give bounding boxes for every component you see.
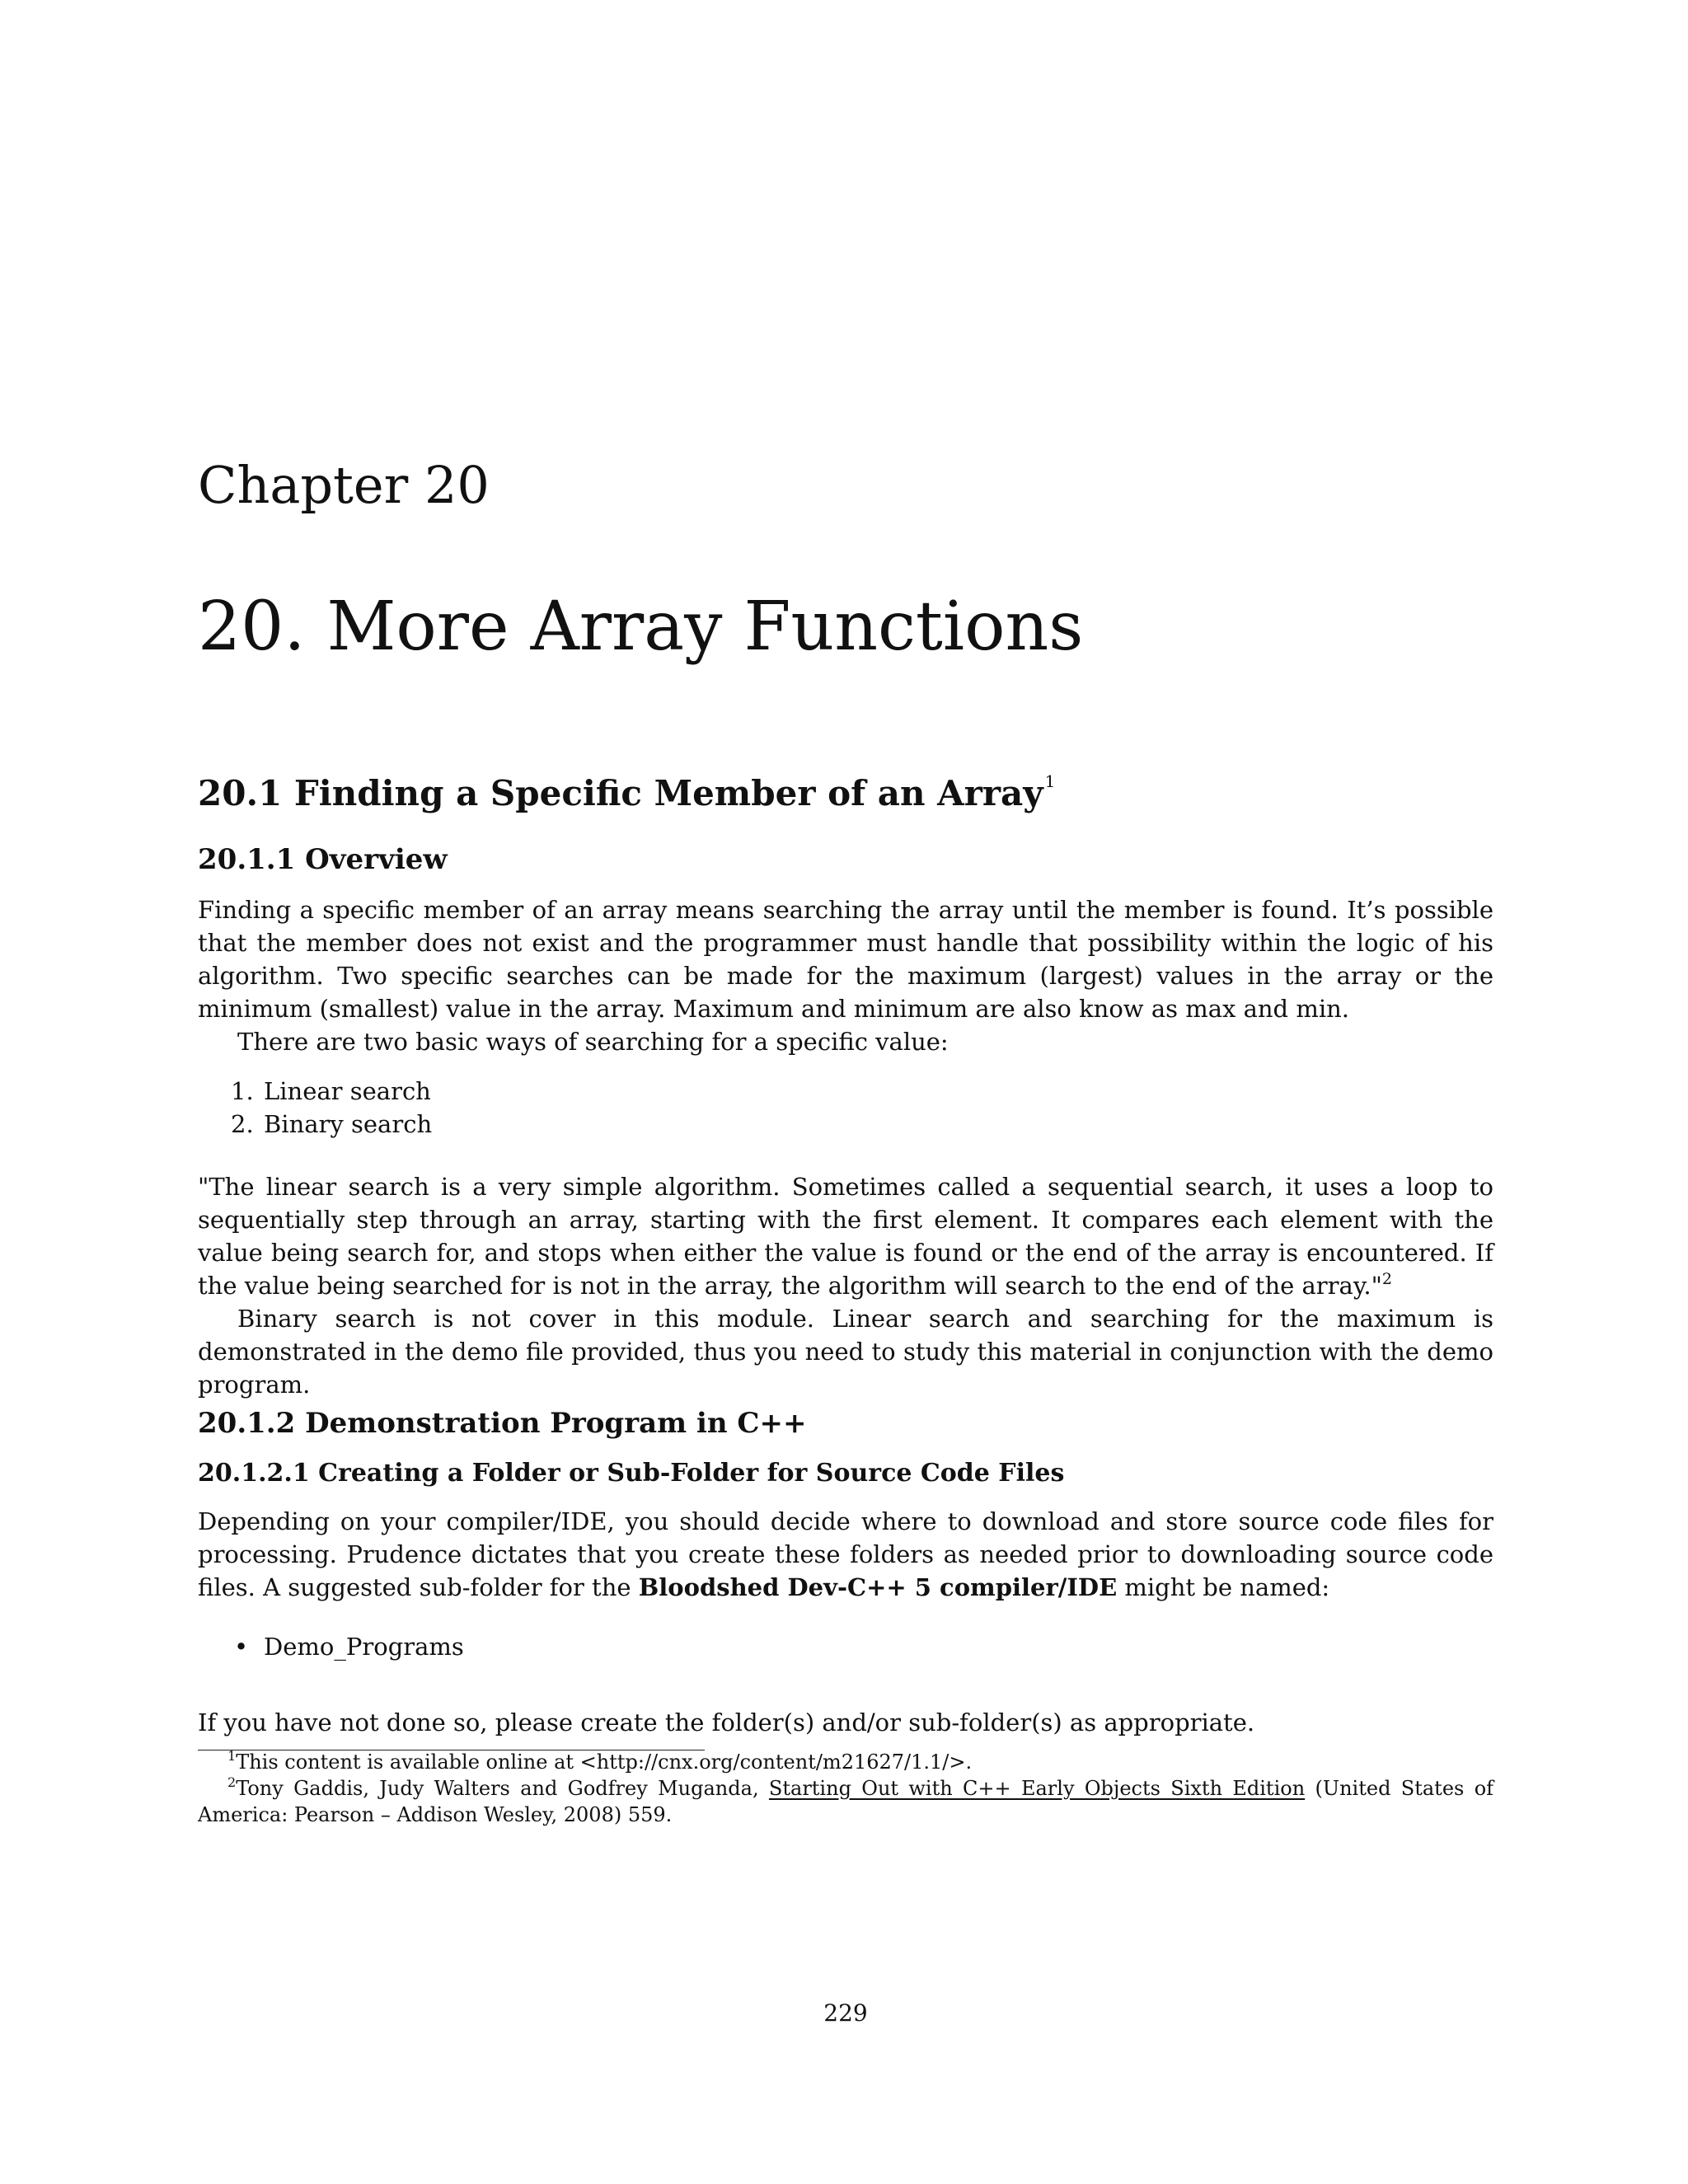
quote-text: "The linear search is a very simple algorithm. Sometimes called a sequential search, it uses a loop to sequentially step through an array, starting with the first element. It compares each element with the value being search for, and stops when either the value is found or the end of the array is encountered. If the value being searched for is not in the array, the algorithm will search to the end of the array."	[198, 1173, 1493, 1300]
overview-paragraph-2: There are two basic ways of searching for a specific value:	[237, 1028, 949, 1056]
demo-heading: 20.1.2 Demonstration Program in C++	[198, 1407, 807, 1440]
list-item	[198, 1630, 1493, 1663]
chapter-label: Chapter 20	[198, 455, 490, 515]
chapter-title: 20. More Array Functions	[198, 588, 1084, 666]
footnote-1-mark: 1	[227, 1748, 237, 1764]
folder-paragraph	[198, 1505, 1493, 1604]
folder-paragraph-start: Depending on your compiler/IDE, you should decide where to download and store source code files for processing. Prudence dictates that you create these folders as needed prior to downloading source code files. A suggested sub-folder for the	[198, 1507, 1493, 1601]
footnote-2-end: (United States of America: Pearson – Addison Wesley, 2008) 559.	[198, 1777, 1494, 1826]
overview-paragraph-1: Finding a specific member of an array means searching the array until the member is found. It’s possible that the member does not exist and the programmer must handle that possibility within the logic of his algorithm. Two specific searches can be made for the maximum (largest) values in the array or the minimum (smallest) value in the array. Maximum and minimum are also know as max and min.	[198, 896, 1493, 1023]
compiler-name: Bloodshed Dev-C++ 5 compiler/IDE	[638, 1573, 1118, 1601]
section-title	[198, 773, 1055, 811]
folder-paragraph-end: might be named:	[1117, 1573, 1330, 1601]
folder-subheading: 20.1.2.1 Creating a Folder or Sub-Folder for Source Code Files	[198, 1459, 1065, 1488]
closing-body	[198, 1706, 1493, 1739]
book-title: Starting Out with C++ Early Objects Sixth Edition	[768, 1777, 1306, 1800]
overview-heading: 20.1.1 Overview	[198, 843, 448, 876]
footnote-ref-2[interactable]: 2	[1381, 1270, 1393, 1288]
folder-name-list	[198, 1630, 1493, 1663]
linear-search-quote	[198, 1170, 1493, 1302]
list-item-text: Linear search	[264, 1077, 431, 1105]
footnote-1	[198, 1749, 1493, 1775]
list-number: 1.	[231, 1077, 254, 1105]
list-item	[198, 1075, 1493, 1108]
section-title-text: 20.1 Finding a Specific Member of an Array	[198, 773, 1043, 813]
footnotes	[198, 1749, 1493, 1828]
overview-body	[198, 893, 1493, 1058]
list-number: 2.	[231, 1110, 254, 1138]
footnote-2	[198, 1775, 1493, 1828]
closing-paragraph: If you have not done so, please create the folder(s) and/or sub-folder(s) as appropriate.	[198, 1708, 1255, 1736]
footnote-2-mark: 2	[227, 1774, 237, 1790]
bullet-icon: •	[234, 1633, 249, 1661]
list-item	[198, 1108, 1493, 1141]
footnote-ref-1[interactable]: 1	[1044, 771, 1056, 791]
list-item-text: Binary search	[264, 1110, 433, 1138]
folder-name: Demo_Programs	[264, 1633, 464, 1661]
footnote-2-start: Tony Gaddis, Judy Walters and Godfrey Muganda,	[236, 1777, 769, 1800]
footnote-1-text[interactable]: This content is available online at <http://cnx.org/content/m21627/1.1/>.	[236, 1750, 973, 1774]
page-number: 229	[823, 1999, 868, 2027]
quote-block	[198, 1170, 1493, 1401]
search-methods-list	[198, 1075, 1493, 1141]
folder-body	[198, 1505, 1493, 1604]
binary-search-paragraph: Binary search is not cover in this module. Linear search and searching for the maximum is demonstrated in the demo file provided, thus you need to study this material in conjunction with the demo program.	[198, 1305, 1493, 1399]
